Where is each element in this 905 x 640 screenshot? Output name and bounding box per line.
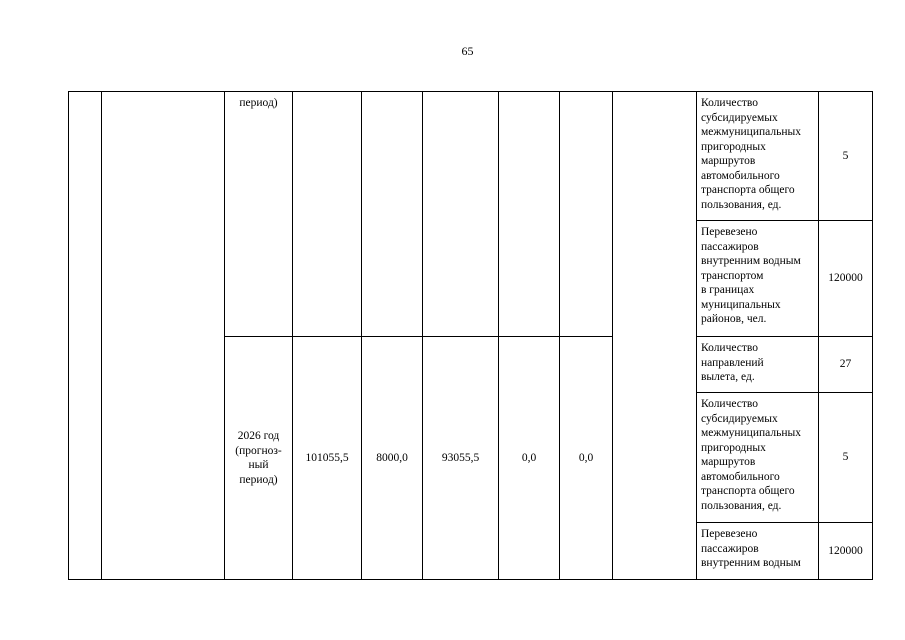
federal-prev-cell bbox=[362, 92, 423, 337]
table-row bbox=[69, 92, 873, 221]
total-2026-cell: 101055,5 bbox=[293, 337, 362, 580]
indicator-line: внутренним водным bbox=[701, 255, 801, 267]
federal-2026-cell: 8000,0 bbox=[362, 337, 423, 580]
indicator-line: маршрутов bbox=[701, 155, 756, 167]
budget-table bbox=[68, 91, 873, 580]
indicator-line: автомобильного bbox=[701, 169, 780, 182]
indicator-line: автомобильного bbox=[701, 470, 780, 483]
period-prev-cell bbox=[225, 92, 293, 337]
period-prev-label: период) bbox=[239, 97, 278, 109]
indicator-line: межмуниципальных bbox=[701, 126, 801, 138]
indicator-value-cell: 27 bbox=[819, 337, 873, 393]
regional-2026-cell: 93055,5 bbox=[423, 337, 499, 580]
indicator-line: Количество bbox=[701, 97, 758, 109]
indicator-line: пригородных bbox=[701, 140, 766, 153]
period-2026-line: ный bbox=[248, 459, 269, 471]
period-2026-cell bbox=[225, 337, 293, 580]
col-number-cell bbox=[69, 92, 102, 580]
period-2026-line: 2026 год bbox=[237, 430, 280, 442]
local-2026-cell: 0,0 bbox=[499, 337, 560, 580]
other-prev-cell bbox=[560, 92, 613, 337]
indicator-line: внутренним водным bbox=[701, 557, 801, 569]
indicator-line: пассажиров bbox=[701, 542, 759, 555]
indicator-name-cell bbox=[697, 92, 819, 221]
period-2026-line: период) bbox=[239, 473, 278, 486]
indicator-value-cell: 5 bbox=[819, 92, 873, 221]
indicator-name-cell bbox=[697, 221, 819, 337]
indicator-line: межмуниципальных bbox=[701, 427, 801, 439]
indicator-line: транспортом bbox=[701, 269, 764, 282]
indicator-line: пригородных bbox=[701, 441, 766, 454]
indicator-value-cell: 120000 bbox=[819, 221, 873, 337]
col-executor-cell bbox=[613, 92, 697, 580]
indicator-line: районов, чел. bbox=[701, 313, 767, 325]
indicator-line: транспорта общего bbox=[701, 485, 795, 497]
indicator-name-cell bbox=[697, 337, 819, 393]
indicator-line: Перевезено bbox=[701, 528, 758, 540]
other-2026-cell: 0,0 bbox=[560, 337, 613, 580]
indicator-line: вылета, ед. bbox=[701, 371, 755, 383]
indicator-line: Количество bbox=[701, 342, 758, 354]
period-2026-line: (прогноз- bbox=[235, 444, 282, 457]
indicator-line: субсидируемых bbox=[701, 111, 778, 124]
indicator-value-cell: 120000 bbox=[819, 523, 873, 580]
indicator-line: Перевезено bbox=[701, 226, 758, 238]
indicator-line: Количество bbox=[701, 398, 758, 410]
col-program-cell bbox=[102, 92, 225, 580]
indicator-line: пользования, ед. bbox=[701, 499, 782, 512]
indicator-value-cell: 5 bbox=[819, 393, 873, 523]
indicator-line: субсидируемых bbox=[701, 412, 778, 425]
indicator-name-cell bbox=[697, 393, 819, 523]
indicator-line: пассажиров bbox=[701, 240, 759, 253]
indicator-line: в границах bbox=[701, 284, 755, 296]
regional-prev-cell bbox=[423, 92, 499, 337]
indicator-line: маршрутов bbox=[701, 456, 756, 468]
total-prev-cell bbox=[293, 92, 362, 337]
indicator-line: транспорта общего bbox=[701, 184, 795, 196]
local-prev-cell bbox=[499, 92, 560, 337]
indicator-name-cell bbox=[697, 523, 819, 580]
indicator-line: муниципальных bbox=[701, 298, 781, 311]
indicator-line: пользования, ед. bbox=[701, 198, 782, 211]
page-number: 65 bbox=[461, 44, 474, 58]
indicator-line: направлений bbox=[701, 356, 764, 369]
